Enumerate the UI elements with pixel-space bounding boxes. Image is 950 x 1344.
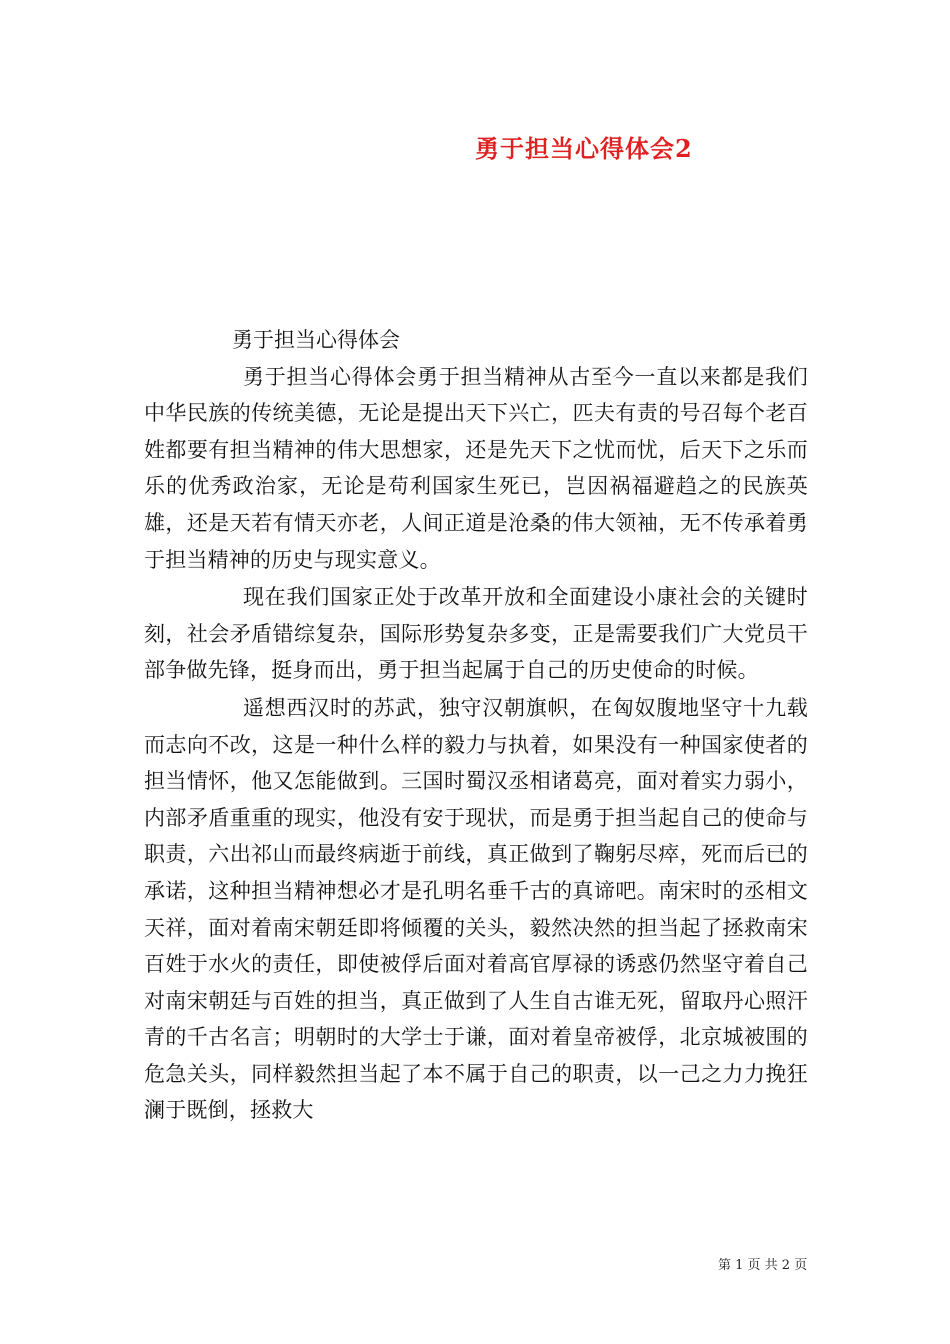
document-body [144,322,808,1129]
document-subheading: 勇于担当心得体会 [232,328,400,352]
document-title: 勇于担当心得体会2 [475,134,693,163]
paragraph-1: 勇于担当心得体会勇于担当精神从古至今一直以来都是我们中华民族的传统美德，无论是提出天下兴亡，匹夫有责的号召每个老百姓都要有担当精神的伟大思想家，还是先天下之忧而忧，后天下之乐而乐的优秀政治家，无论是苟利国家生死已，岂因祸福避趋之的民族英雄，还是天若有情天亦老，人间正道是沧桑的伟大领袖，无不传承着勇于担当精神的历史与现实意义。 [144,364,808,572]
page-number-footer: 第 1 页 共 2 页 [718,1258,808,1273]
paragraph-3: 遥想西汉时的苏武，独守汉朝旗帜，在匈奴腹地坚守十九载而志向不改，这是一种什么样的毅力与执着，如果没有一种国家使者的担当情怀，他又怎能做到。三国时蜀汉丞相诸葛亮，面对着实力弱小，内部矛盾重重的现实，他没有安于现状，而是勇于担当起自己的使命与职责，六出祁山而最终病逝于前线，真正做到了鞠躬尽瘁，死而后已的承诺，这种担当精神想必才是孔明名垂千古的真谛吧。南宋时的丞相文天祥，面对着南宋朝廷即将倾覆的关头，毅然决然的担当起了拯救南宋百姓于水火的责任，即使被俘后面对着高官厚禄的诱惑仍然坚守着自己对南宋朝廷与百姓的担当，真正做到了人生自古谁无死，留取丹心照汗青的千古名言；明朝时的大学士于谦，面对着皇帝被俘，北京城被围的危急关头，同样毅然担当起了本不属于自己的职责，以一己之力力挽狂澜于既倒，拯救大 [144,695,808,1123]
paragraph-2: 现在我们国家正处于改革开放和全面建设小康社会的关键时刻，社会矛盾错综复杂，国际形势复杂多变，正是需要我们广大党员干部争做先锋，挺身而出，勇于担当起属于自己的历史使命的时候。 [144,585,808,683]
